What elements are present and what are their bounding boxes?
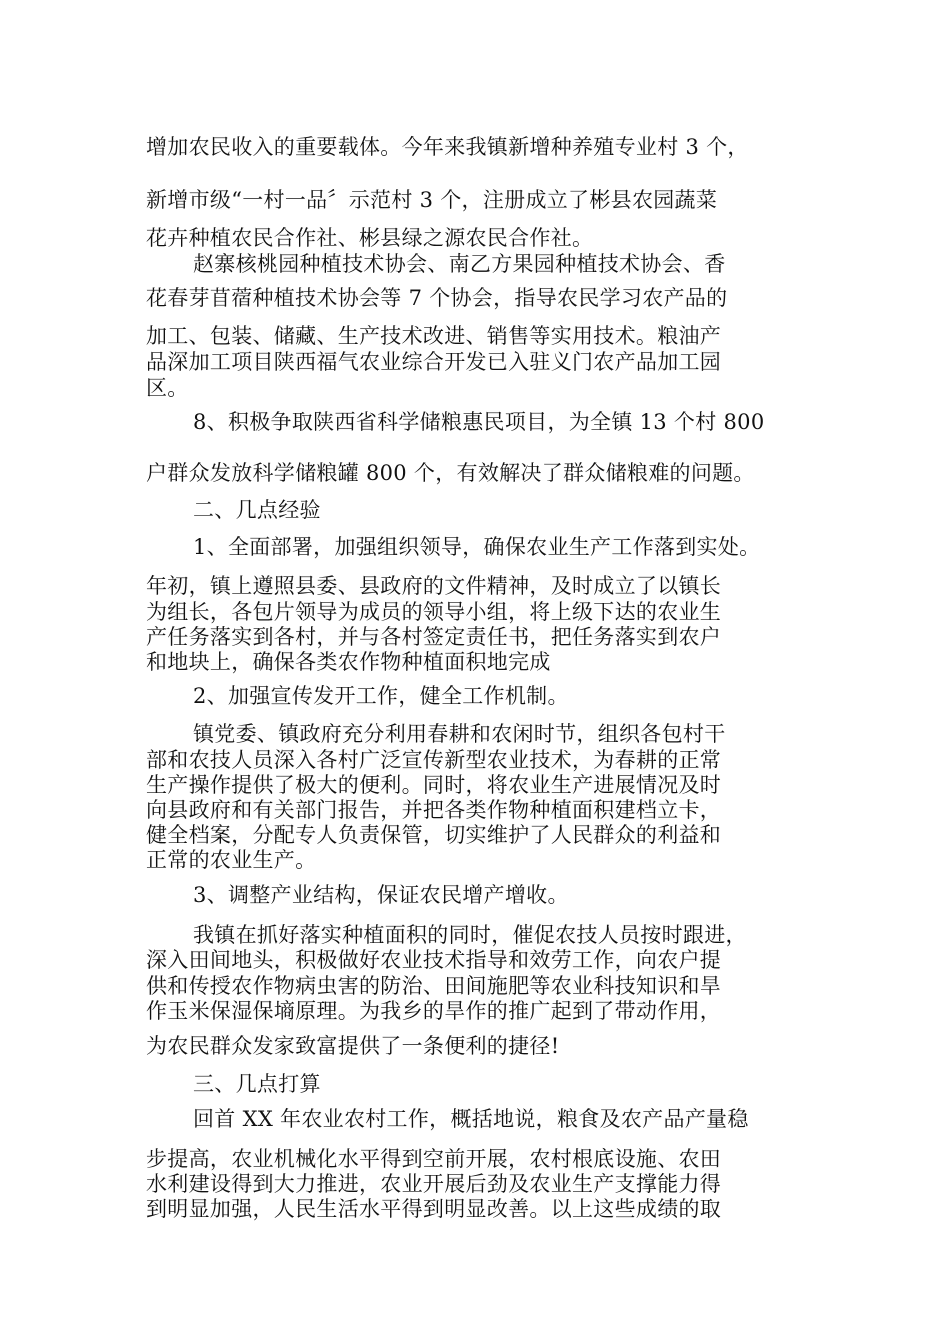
text-line: 步提高，农业机械化水平得到空前开展，农村根底设施、农田 xyxy=(146,1147,722,1171)
text-line: 我镇在抓好落实种植面积的同时，催促农技人员按时跟进， xyxy=(193,923,747,947)
text-line: 年初，镇上遵照县委、县政府的文件精神，及时成立了以镇长 xyxy=(146,574,722,598)
text-line: 区。 xyxy=(146,376,189,400)
text-line: 为农民群众发家致富提供了一条便利的捷径! xyxy=(146,1034,560,1058)
text-line: 2、加强宣传发开工作，健全工作机制。 xyxy=(193,684,569,708)
text-line: 镇党委、镇政府充分利用春耕和农闲时节，组织各包村干 xyxy=(193,722,726,746)
text-line: 品深加工项目陕西福气农业综合开发已入驻义门农产品加工园 xyxy=(146,350,722,374)
text-line: 部和农技人员深入各村广泛宣传新型农业技术，为春耕的正常 xyxy=(146,748,722,772)
text-line: 户群众发放科学储粮罐 800 个，有效解决了群众储粮难的问题。 xyxy=(146,461,755,485)
section-heading: 三、几点打算 xyxy=(193,1072,321,1096)
text-line: 为组长，各包片领导为成员的领导小组，将上级下达的农业生 xyxy=(146,600,722,624)
text-line: 向县政府和有关部门报告，并把各类作物种植面积建档立卡， xyxy=(146,798,722,822)
text-line: 8、积极争取陕西省科学储粮惠民项目，为全镇 13 个村 800 xyxy=(193,410,765,434)
text-line: 花春芽苜蓿种植技术协会等 7 个协会，指导农民学习农产品的 xyxy=(146,286,728,310)
text-line: 3、调整产业结构，保证农民增产增收。 xyxy=(193,883,569,907)
text-line: 生产操作提供了极大的便利。同时，将农业生产进展情况及时 xyxy=(146,773,722,797)
text-line: 加工、包装、储藏、生产技术改进、销售等实用技术。粮油产 xyxy=(146,324,722,348)
text-line: 花卉种植农民合作社、彬县绿之源农民合作社。 xyxy=(146,226,594,250)
text-line: 赵寨核桃园种植技术协会、南乙方果园种植技术协会、香 xyxy=(193,252,726,276)
text-line: 深入田间地头，积极做好农业技术指导和效劳工作，向农户提 xyxy=(146,948,722,972)
text-line: 新增市级“一村一品〞示范村 3 个，注册成立了彬县农园蔬菜 xyxy=(146,188,718,212)
text-line: 水利建设得到大力推进，农业开展后劲及农业生产支撑能力得 xyxy=(146,1172,722,1196)
text-line: 作玉米保湿保墒原理。为我乡的旱作的推广起到了带动作用， xyxy=(146,999,722,1023)
text-line: 和地块上，确保各类农作物种植面积地完成 xyxy=(146,650,551,674)
text-line: 回首 XX 年农业农村工作，概括地说，粮食及农产品产量稳 xyxy=(193,1107,749,1131)
text-line: 到明显加强，人民生活水平得到明显改善。以上这些成绩的取 xyxy=(146,1197,722,1221)
text-line: 产任务落实到各村，并与各村签定责任书，把任务落实到农户 xyxy=(146,625,722,649)
text-line: 供和传授农作物病虫害的防治、田间施肥等农业科技知识和旱 xyxy=(146,974,722,998)
section-heading: 二、几点经验 xyxy=(193,498,321,522)
text-line: 1、全面部署，加强组织领导，确保农业生产工作落到实处。 xyxy=(193,535,761,559)
text-line: 健全档案，分配专人负责保管，切实维护了人民群众的利益和 xyxy=(146,823,722,847)
text-line: 增加农民收入的重要载体。今年来我镇新增种养殖专业村 3 个， xyxy=(146,135,749,159)
text-line: 正常的农业生产。 xyxy=(146,848,317,872)
